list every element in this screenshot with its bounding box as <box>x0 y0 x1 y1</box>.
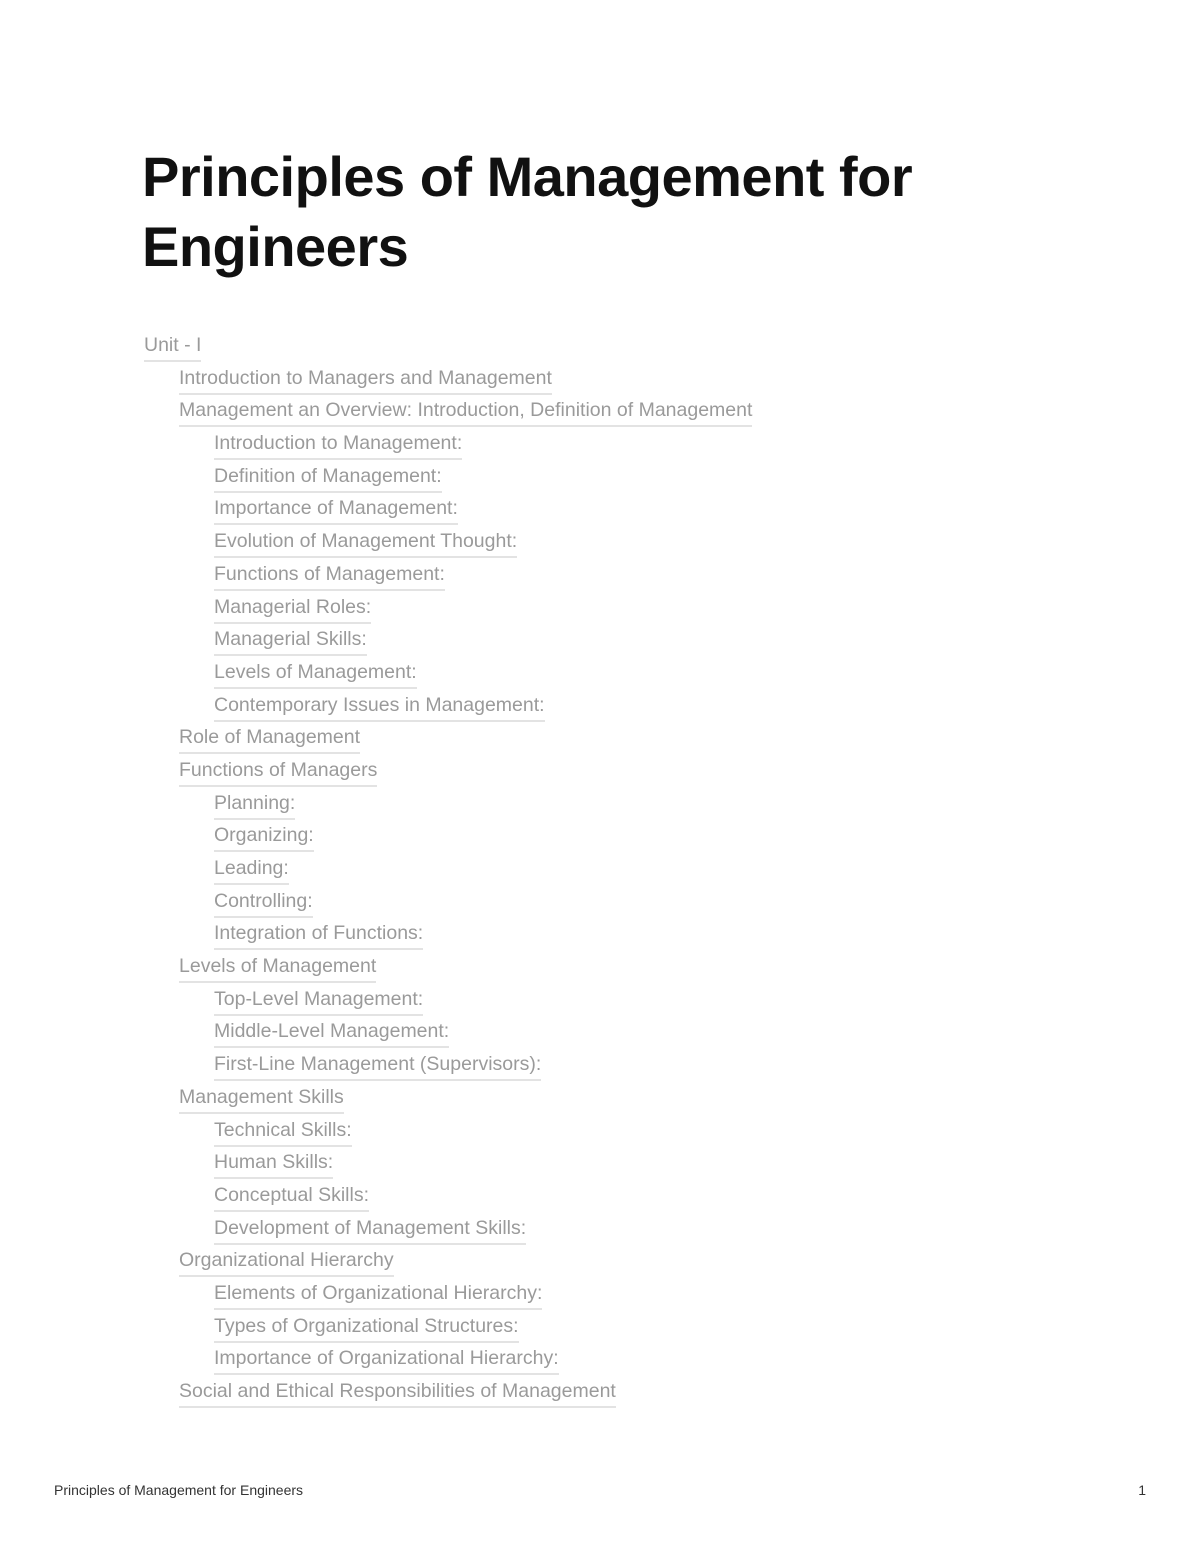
footer-title: Principles of Management for Engineers <box>54 1482 304 1498</box>
toc-entry <box>144 985 1044 1018</box>
toc-entry <box>144 1017 1044 1050</box>
toc-entry <box>144 1148 1044 1181</box>
toc-link[interactable]: First-Line Management (Supervisors): <box>214 1050 541 1081</box>
toc-link[interactable]: Organizational Hierarchy <box>179 1246 394 1277</box>
toc-entry <box>144 462 1044 495</box>
toc-entry <box>144 1279 1044 1312</box>
toc-link[interactable]: Middle-Level Management: <box>214 1017 449 1048</box>
toc-link[interactable]: Conceptual Skills: <box>214 1181 369 1212</box>
toc-link[interactable]: Functions of Management: <box>214 560 445 591</box>
toc-link[interactable]: Unit - I <box>144 331 201 362</box>
toc-entry <box>144 821 1044 854</box>
page-footer <box>54 1480 1146 1500</box>
toc-entry <box>144 756 1044 789</box>
toc-entry <box>144 854 1044 887</box>
toc-entry <box>144 429 1044 462</box>
toc-link[interactable]: Integration of Functions: <box>214 919 423 950</box>
toc-entry <box>144 560 1044 593</box>
toc-link[interactable]: Role of Management <box>179 723 360 754</box>
toc-link[interactable]: Technical Skills: <box>214 1116 352 1147</box>
toc-entry <box>144 1312 1044 1345</box>
toc-entry <box>144 1377 1044 1410</box>
toc-entry <box>144 789 1044 822</box>
toc-link[interactable]: Introduction to Management: <box>214 429 462 460</box>
toc-entry <box>144 723 1044 756</box>
toc-entry <box>144 1181 1044 1214</box>
toc-entry <box>144 887 1044 920</box>
toc-link[interactable]: Importance of Organizational Hierarchy: <box>214 1344 559 1375</box>
toc-link[interactable]: Social and Ethical Responsibilities of Management <box>179 1377 616 1408</box>
page-title: Principles of Management for Engineers <box>142 145 913 278</box>
toc-entry <box>144 1083 1044 1116</box>
toc-link[interactable]: Levels of Management: <box>214 658 417 689</box>
toc-link[interactable]: Leading: <box>214 854 289 885</box>
toc-link[interactable]: Management Skills <box>179 1083 344 1114</box>
toc-entry <box>144 1214 1044 1247</box>
toc-entry <box>144 691 1044 724</box>
toc-entry <box>144 1116 1044 1149</box>
toc-entry <box>144 331 1044 364</box>
toc-link[interactable]: Functions of Managers <box>179 756 377 787</box>
toc-entry <box>144 919 1044 952</box>
toc-link[interactable]: Managerial Skills: <box>214 625 367 656</box>
toc-link[interactable]: Human Skills: <box>214 1148 333 1179</box>
toc-link[interactable]: Evolution of Management Thought: <box>214 527 517 558</box>
toc-entry <box>144 527 1044 560</box>
toc-entry <box>144 494 1044 527</box>
toc-link[interactable]: Introduction to Managers and Management <box>179 364 552 395</box>
toc-link[interactable]: Controlling: <box>214 887 313 918</box>
toc-link[interactable]: Organizing: <box>214 821 314 852</box>
toc-link[interactable]: Planning: <box>214 789 295 820</box>
toc-entry <box>144 593 1044 626</box>
toc-entry <box>144 1344 1044 1377</box>
toc-link[interactable]: Definition of Management: <box>214 462 442 493</box>
toc-link[interactable]: Management an Overview: Introduction, Definition of Management <box>179 396 752 427</box>
toc-entry <box>144 1246 1044 1279</box>
toc-link[interactable]: Levels of Management <box>179 952 376 983</box>
toc-link[interactable]: Development of Management Skills: <box>214 1214 526 1245</box>
toc-link[interactable]: Elements of Organizational Hierarchy: <box>214 1279 542 1310</box>
toc-entry <box>144 658 1044 691</box>
toc-entry <box>144 396 1044 429</box>
toc-entry <box>144 1050 1044 1083</box>
toc-entry <box>144 625 1044 658</box>
toc-link[interactable]: Managerial Roles: <box>214 593 371 624</box>
toc-link[interactable]: Types of Organizational Structures: <box>214 1312 519 1343</box>
table-of-contents <box>144 331 1044 1410</box>
toc-link[interactable]: Contemporary Issues in Management: <box>214 691 545 722</box>
toc-link[interactable]: Top-Level Management: <box>214 985 423 1016</box>
toc-entry <box>144 364 1044 397</box>
page-number: 1 <box>1138 1482 1146 1498</box>
toc-entry <box>144 952 1044 985</box>
toc-link[interactable]: Importance of Management: <box>214 494 458 525</box>
